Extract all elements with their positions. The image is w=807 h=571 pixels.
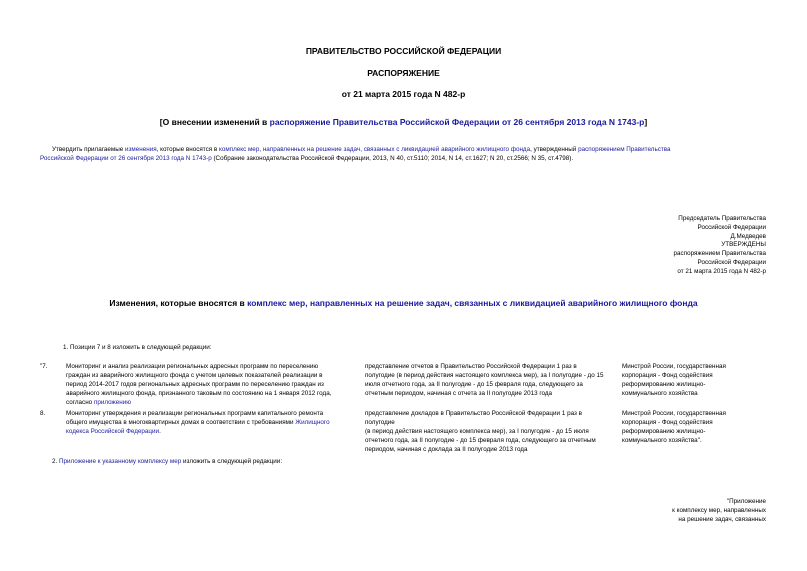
row-8-measure [66,409,366,436]
signature-block [566,214,766,241]
changes-heading-link[interactable]: комплекс мер, направленных на решение задач, связанных с ликвидацией аварийного жилищного фонда [247,298,698,308]
row-8-reporting-line: (в период действия настоящего комплекса мер), за I полугодие - до 15 июля [365,428,589,435]
document-date: от 21 марта 2015 года N 482-р [341,89,466,99]
row-7-responsible-line: Минстрой России, государственная [622,363,726,370]
row-8-number: 8. [40,410,46,417]
order-link-part2[interactable]: Российской Федерации от 26 сентября 2013 года N 1743-р [40,155,212,162]
row-8-measure-line [66,427,366,436]
housing-code-link-part1[interactable]: Жилищного [295,419,330,426]
title-link[interactable]: распоряжение Правительства Российской Федерации от 26 сентября 2013 года N 1743-р [269,117,645,127]
intro-text-2: , которые вносятся в [156,146,220,153]
appendix-link[interactable]: приложению [93,399,131,406]
appendix-line: на решение задач, связанных [678,516,766,523]
approved-label: УТВЕРЖДЕНЫ [721,241,766,248]
row-8-reporting-line: полугодие [365,419,395,426]
signature-position: Председатель Правительства [678,215,766,222]
item-2-text: изложить в следующей редакции: [181,458,283,465]
intro-line-1 [52,145,768,154]
approved-by: распоряжением Правительства [673,250,766,257]
approved-date: от 21 марта 2015 года N 482-р [677,268,766,275]
intro-text-3: , утвержденный [530,146,579,153]
row-8-reporting-line: отчетного года, за II полугодие - до 15 февраля года, следующего за отчетным [365,437,596,444]
appendix-label: "Приложение [726,498,766,505]
item-2-number: 2. [52,458,60,465]
order-link-part1[interactable]: распоряжением Правительства [578,146,671,153]
row-7-responsible-line: корпорация - Фонд содействия [622,372,713,379]
row-8-responsible-line: коммунального хозяйства". [622,437,702,444]
approved-block [566,240,766,276]
appendix-measures-link[interactable]: Приложение к указанному комплексу мер [59,458,182,465]
changes-heading-text: Изменения, которые вносятся в [109,298,248,308]
signature-name: Д.Медведев [730,233,766,240]
document-type: РАСПОРЯЖЕНИЕ [367,68,440,78]
changes-link[interactable]: изменения [125,146,157,153]
row-8-reporting [365,409,610,454]
row-8-measure-line [66,418,366,427]
row-8-reporting-line: представление докладов в Правительство Российской Федерации 1 раз в [365,410,582,417]
row-7-measure-line [66,398,366,407]
measures-complex-link[interactable]: комплекс мер, направленных на решение задач, связанных с ликвидацией аварийного жилищного фонда [219,146,531,153]
intro-text-4: (Собрание законодательства Российской Федерации, 2013, N 40, ст.5110; 2014, N 14, ст.1627; N 20, ст.2566; N 35, ст.4798). [211,155,574,162]
row-8-responsible [622,409,772,445]
appendix-line: к комплексу мер, направленных [672,507,766,514]
approved-country: Российской Федерации [697,259,766,266]
row-7-reporting-line: представление отчетов в Правительство Российской Федерации 1 раз в [365,363,577,370]
row-8-measure-line-text: общего имущества в многоквартирных домах в соответствии с требованиями [66,419,296,426]
row-8-responsible-line: реформированию жилищно- [622,428,706,435]
row-7-reporting [365,362,610,398]
intro-line-2 [40,154,780,163]
government-heading: ПРАВИТЕЛЬСТВО РОССИЙСКОЙ ФЕДЕРАЦИИ [305,46,502,56]
row-8-responsible-line: корпорация - Фонд содействия [622,419,713,426]
row-7-measure-line: аварийного жилищного фонда, признанного таковым по состоянию на 1 января 2012 года, [66,390,332,397]
item-2 [52,457,282,466]
item-1: 1. Позиции 7 и 8 изложить в следующей редакции: [63,344,212,351]
row-7-measure-line: граждан из аварийного жилищного фонда с учетом целевых показателей реализации в [66,372,323,379]
changes-heading [0,298,807,308]
row-8-responsible-line: Минстрой России, государственная [622,410,726,417]
intro-text-1: Утвердить прилагаемые [52,146,125,153]
row-8-measure-line: Мониторинг утверждения и реализации региональных программ капитального ремонта [66,410,324,417]
row-8-measure-tail: . [159,428,161,435]
signature-country: Российской Федерации [697,224,766,231]
row-7-measure-line-text: согласно [66,399,94,406]
row-7-reporting-line: отчетным периодом, начиная с отчета за II полугодие 2013 года [365,390,553,397]
row-7-responsible [622,362,772,398]
title-open: [О внесении изменений в [159,117,270,127]
row-7-responsible-line: реформированию жилищно- [622,381,706,388]
row-8-reporting-line: периодом, начиная с доклада за II полугодие 2013 года [365,446,528,453]
appendix-block [566,497,766,524]
title-close: ] [644,117,648,127]
row-7-number: "7. [40,363,48,370]
row-7-measure [66,362,366,407]
document-title [0,117,807,127]
row-7-reporting-line: июля отчетного года, за II полугодие - до 15 февраля года, следующего за [365,381,583,388]
row-7-responsible-line: коммунального хозяйства [622,390,698,397]
row-7-measure-line: период 2014-2017 годов региональных адресных программ по переселению граждан из [66,381,324,388]
row-7-measure-line: Мониторинг и анализ реализации региональных адресных программ по переселению [66,363,319,370]
row-7-reporting-line: полугодие (в период действия настоящего комплекса мер), за I полугодие - до 15 [365,372,604,379]
housing-code-link-part2[interactable]: кодекса Российской Федерации [66,428,160,435]
